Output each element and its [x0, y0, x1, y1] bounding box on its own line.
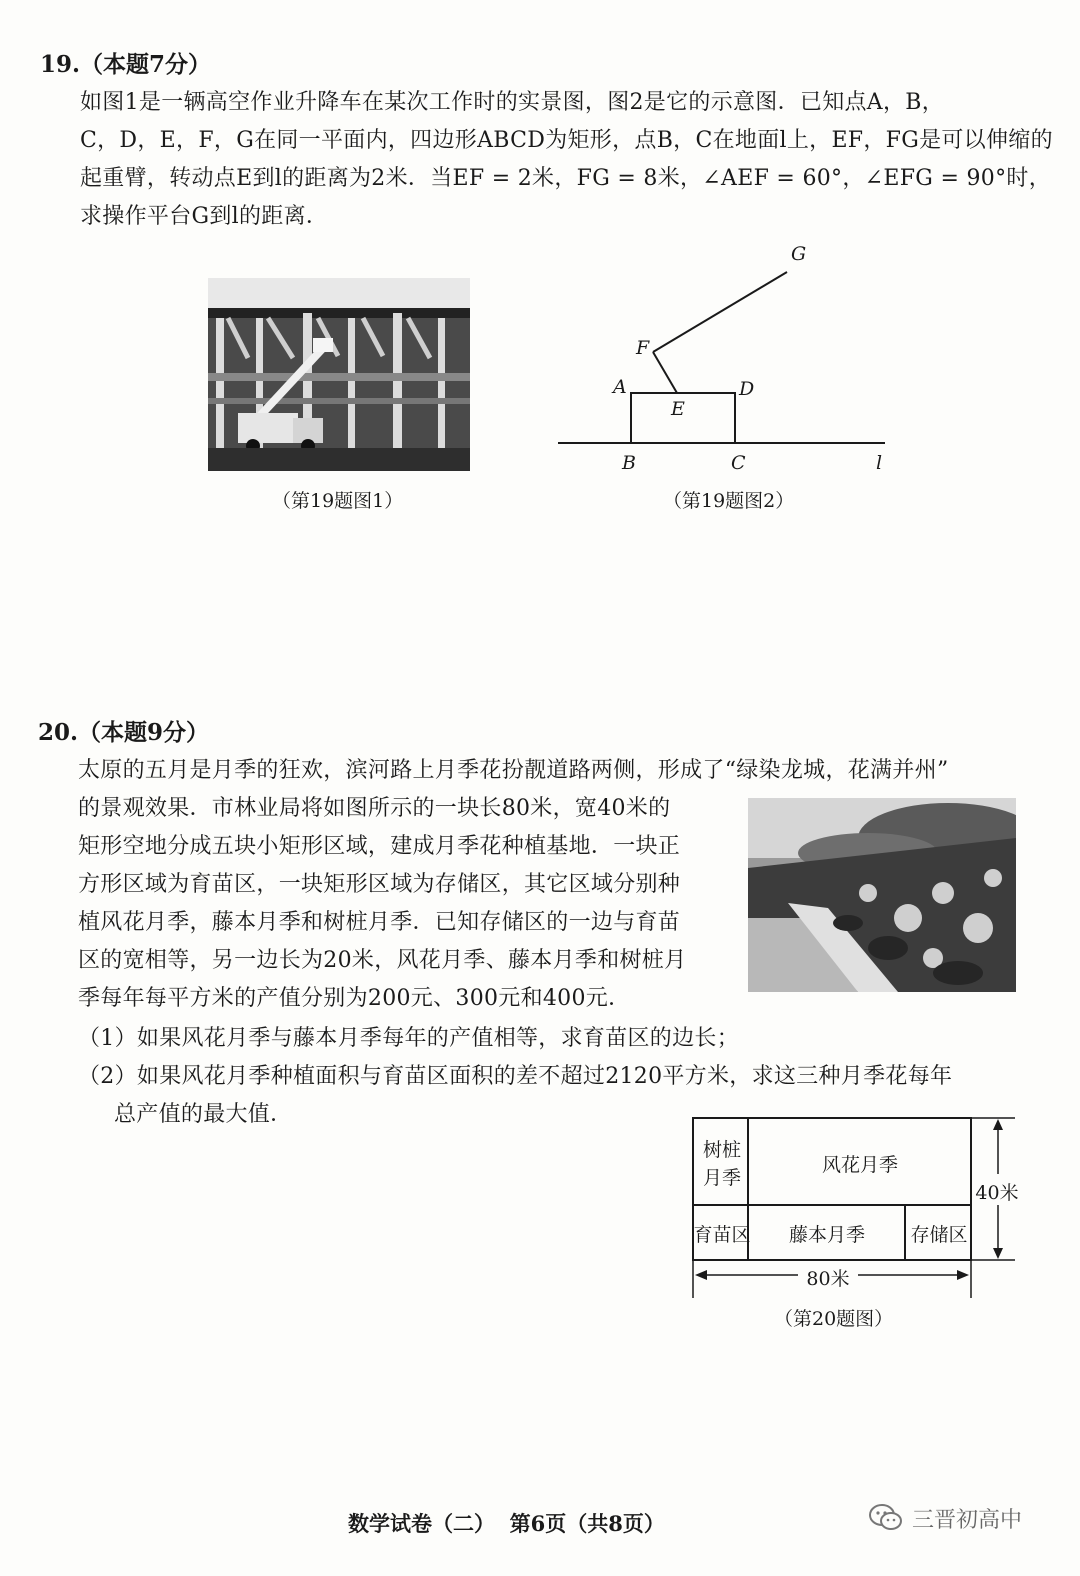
- q20-line: （2）如果风花月季种植面积与育苗区面积的差不超过2120平方米，求这三种月季花每年: [78, 1064, 953, 1089]
- label-d: D: [739, 378, 755, 400]
- q20-line: 植风花月季，藤本月季和树桩月季．已知存储区的一边与育苗: [78, 910, 681, 935]
- q20-line: 季每年每平方米的产值分别为200元、300元和400元．: [78, 986, 631, 1011]
- q20-line: 的景观效果．市林业局将如图所示的一块长80米，宽40米的: [78, 796, 671, 821]
- label-a: A: [613, 376, 627, 398]
- q19-body: [80, 84, 1053, 244]
- zone-shuzhuang: [693, 1136, 751, 1192]
- zone-tengben: 藤本月季: [788, 1224, 865, 1246]
- q19-line: 起重臂，转动点E到l的距离为2米．当EF = 2米，FG = 8米，∠AEF = 60°，∠EFG = 90°时，: [80, 166, 1051, 191]
- q20-line: 总产值的最大值．: [114, 1102, 293, 1127]
- q20-line: （1）如果风花月季与藤本月季每年的产值相等，求育苗区的边长；: [78, 1026, 739, 1051]
- q20-header: 20.（本题9分）: [38, 719, 210, 746]
- q19-line: C，D，E，F，G在同一平面内，四边形ABCD为矩形，点B，C在地面l上，EF，FG是可以伸缩的: [80, 128, 1053, 153]
- page-footer: 数学试卷（二） 第6页（共8页）: [348, 1511, 665, 1536]
- q19-fig2-caption: （第19题图2）: [663, 490, 795, 512]
- q19-fig1-caption: （第19题图1）: [272, 490, 404, 512]
- q20-line: 方形区域为育苗区，一块矩形区域为存储区，其它区域分别种: [78, 872, 681, 897]
- label-l: l: [876, 452, 883, 474]
- width-label: 80米: [798, 1264, 858, 1291]
- label-f: F: [636, 337, 650, 359]
- label-b: B: [622, 452, 636, 474]
- arm-fg: [653, 272, 787, 352]
- zone-shuzhuang-line2: 月季: [702, 1167, 741, 1189]
- zone-cunchu: 存储区: [910, 1224, 968, 1246]
- height-label: 40米: [972, 1178, 1022, 1205]
- wechat-icon: [868, 1502, 904, 1534]
- arm-ef: [653, 352, 677, 393]
- q19-line: 求操作平台G到l的距离．: [80, 204, 329, 229]
- zone-yumiao: 育苗区: [693, 1224, 751, 1246]
- watermark: [868, 1502, 1022, 1534]
- watermark-text: 三晋初高中: [912, 1507, 1023, 1533]
- zone-shuzhuang-line1: 树桩: [702, 1139, 741, 1161]
- q19-photo: [208, 278, 470, 471]
- q19-schematic: [555, 240, 895, 480]
- label-g: G: [791, 243, 807, 265]
- label-c: C: [731, 452, 746, 474]
- label-e: E: [671, 398, 685, 420]
- q20-caption: （第20题图）: [774, 1308, 894, 1330]
- q19-header: 19.（本题7分）: [40, 51, 212, 78]
- q20-line: 矩形空地分成五块小矩形区域，建成月季花种植基地．一块正: [78, 834, 681, 859]
- q19-line: 如图1是一辆高空作业升降车在某次工作时的实景图，图2是它的示意图．已知点A，B，: [80, 90, 945, 115]
- zone-fenghua: 风花月季: [821, 1154, 898, 1176]
- q20-photo: [748, 798, 1016, 992]
- q20-line: 太原的五月是月季的狂欢，滨河路上月季花扮靓道路两侧，形成了“绿染龙城，花满并州”: [78, 758, 949, 783]
- q20-line: 区的宽相等，另一边长为20米，风花月季、藤本月季和树桩月: [78, 948, 687, 973]
